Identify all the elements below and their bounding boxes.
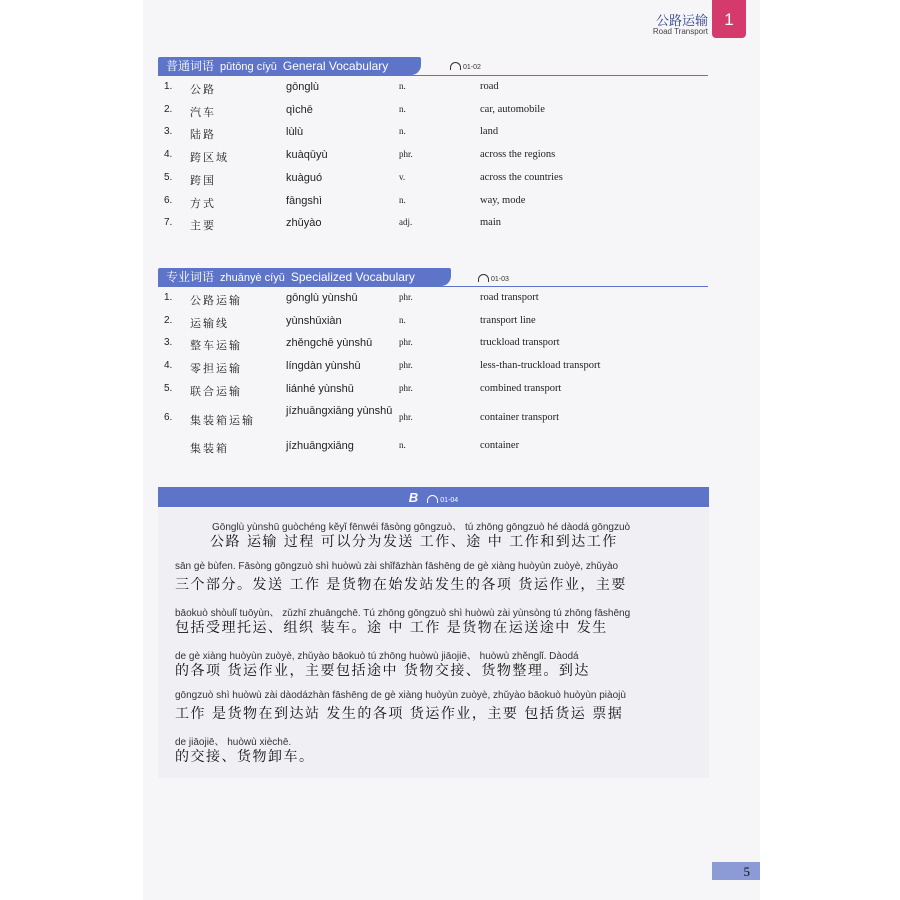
page-number: 5: [712, 862, 760, 880]
vocab-hanzi: 公路运输: [190, 294, 242, 307]
chapter-subtitle: Road Transport: [652, 27, 708, 36]
general-vocab-label-py: pǔtōng cíyǔ: [220, 61, 277, 73]
vocab-part-of-speech: n.: [399, 440, 406, 450]
vocab-english: car, automobile: [480, 104, 545, 115]
headphones-icon: [427, 495, 438, 503]
vocab-english: container: [480, 440, 520, 451]
vocab-part-of-speech: adj.: [399, 217, 413, 227]
headphones-icon: [478, 274, 489, 282]
passage-chinese-line: 的交接、货物卸车。: [175, 749, 315, 765]
passage-pinyin-line: de gè xiàng huòyùn zuòyè, zhǔyào bāokuò tú zhōng huòwù jiāojiē、 huòwù zhěnglǐ. Dàodá: [175, 651, 579, 662]
vocab-english: road: [480, 81, 499, 92]
vocab-pinyin: gōnglù yùnshū: [286, 292, 358, 304]
vocab-pinyin: jízhuāngxiāng yùnshū: [286, 405, 393, 417]
vocab-english: land: [480, 126, 499, 137]
vocab-number: 7.: [164, 217, 173, 228]
general-vocab-label: [158, 57, 421, 75]
vocab-pinyin: liánhé yùnshū: [286, 383, 354, 395]
vocab-number: 3.: [164, 126, 173, 137]
vocab-pinyin: fāngshì: [286, 195, 323, 207]
vocab-english: road transport: [480, 292, 539, 303]
vocab-number: 3.: [164, 337, 173, 348]
vocab-pinyin: zhǔyào: [286, 217, 322, 229]
vocab-english: across the countries: [480, 172, 563, 183]
vocab-part-of-speech: phr.: [399, 292, 413, 302]
vocab-number: 5.: [164, 172, 173, 183]
vocab-hanzi: 联合运输: [190, 385, 242, 398]
specialized-vocab-label-en: Specialized Vocabulary: [290, 270, 415, 284]
vocab-pinyin: qìchē: [286, 104, 313, 116]
vocab-number: 1.: [164, 81, 173, 92]
specialized-vocab-label: [158, 268, 451, 286]
vocab-number: 2.: [164, 315, 173, 326]
passage-pinyin-line: gōngzuò shì huòwù zài dàodázhàn fāshēng de gè xiàng huòyùn zuòyè, zhǔyào bāokuò huòyùn piàojù: [175, 690, 626, 701]
vocab-number: 6.: [164, 195, 173, 206]
vocab-row: [158, 172, 718, 194]
general-vocab-rule: [158, 75, 708, 76]
vocab-hanzi: 运输线: [190, 317, 229, 330]
specialized-vocab-label-cn: 专业词语: [166, 270, 215, 284]
vocab-part-of-speech: phr.: [399, 383, 413, 393]
vocab-part-of-speech: n.: [399, 104, 406, 114]
vocab-part-of-speech: v.: [399, 172, 406, 182]
vocab-hanzi: 跨国: [190, 174, 216, 187]
vocab-number: 6.: [164, 412, 173, 423]
vocab-number: 2.: [164, 104, 173, 115]
vocab-row: [158, 126, 718, 148]
vocab-english: truckload transport: [480, 337, 560, 348]
chapter-title: 公路运输: [655, 14, 708, 29]
general-vocab-audio-code: 01-02: [463, 64, 481, 71]
vocab-hanzi: 方式: [190, 197, 216, 210]
vocab-pinyin: zhěngchē yùnshū: [286, 337, 373, 349]
vocab-part-of-speech: phr.: [399, 360, 413, 370]
vocab-number: 4.: [164, 360, 173, 371]
vocab-part-of-speech: phr.: [399, 337, 413, 347]
general-vocab-audio[interactable]: [450, 62, 481, 71]
vocab-row: [158, 104, 718, 126]
vocab-row: [158, 292, 718, 314]
chapter-number: 1: [712, 0, 746, 38]
vocab-english: transport line: [480, 315, 536, 326]
passage-chinese-line: 包括受理托运、组织 装车。途 中 工作 是货物在运送途中 发生: [175, 620, 608, 636]
vocab-english: main: [480, 217, 501, 228]
passage-pinyin-line: de jiāojiē、 huòwù xièchē.: [175, 737, 292, 748]
vocab-row: [158, 383, 718, 405]
vocab-part-of-speech: phr.: [399, 149, 413, 159]
vocab-number: 4.: [164, 149, 173, 160]
vocab-pinyin: yùnshūxiàn: [286, 315, 342, 327]
specialized-vocab-rule: [158, 286, 708, 287]
passage-pinyin-line: bāokuò shòulǐ tuōyùn、 zǔzhī zhuāngchē. Tú zhōng gōngzuò shì huòwù zài yùnsòng tú zhōng fāshēng: [175, 608, 631, 619]
headphones-icon: [450, 62, 461, 70]
vocab-english: across the regions: [480, 149, 556, 160]
specialized-vocab-audio-code: 01-03: [491, 276, 509, 283]
vocab-hanzi: 集装箱运输: [190, 414, 255, 427]
vocab-part-of-speech: phr.: [399, 412, 413, 422]
passage-audio[interactable]: [427, 497, 458, 504]
vocab-english: way, mode: [480, 195, 526, 206]
general-vocab-label-en: General Vocabulary: [282, 59, 389, 73]
vocab-english: container transport: [480, 412, 560, 423]
vocab-number: 1.: [164, 292, 173, 303]
passage-audio-code: 01-04: [440, 497, 459, 504]
vocab-row: [158, 360, 718, 382]
passage-label: B: [408, 490, 419, 505]
passage-pinyin-line: Gōnglù yùnshū guòchéng kěyǐ fēnwéi fāsòng gōngzuò、 tú zhōng gōngzuò hé dàodá gōngzuò: [212, 522, 631, 533]
vocab-hanzi: 主要: [190, 219, 216, 232]
vocab-number: 5.: [164, 383, 173, 394]
vocab-pinyin: língdàn yùnshū: [286, 360, 361, 372]
vocab-pinyin: lùlù: [286, 126, 304, 138]
vocab-pinyin: jízhuāngxiāng: [286, 440, 354, 452]
vocab-hanzi: 零担运输: [190, 362, 242, 375]
vocab-hanzi: 跨区域: [190, 151, 229, 164]
vocab-row: [158, 440, 718, 462]
vocab-row: [158, 217, 718, 239]
passage-chinese-line: 的各项 货运作业，主要包括途中 货物交接、货物整理。到达: [175, 663, 590, 679]
chapter-header: [590, 8, 708, 40]
vocab-row: [158, 337, 718, 359]
vocab-hanzi: 汽车: [190, 106, 216, 119]
vocab-hanzi: 公路: [190, 83, 216, 96]
vocab-row: [158, 149, 718, 171]
vocab-pinyin: gōnglù: [286, 81, 320, 93]
vocab-english: less-than-truckload transport: [480, 360, 601, 371]
passage-pinyin-line: sān gè bùfen. Fāsòng gōngzuò shì huòwù zài shǐfāzhàn fāshēng de gè xiàng huòyùn zuòyè, zhǔyào: [175, 561, 619, 572]
vocab-part-of-speech: n.: [399, 126, 406, 136]
vocab-pinyin: kuàguó: [286, 172, 323, 184]
passage-header: [158, 487, 709, 507]
vocab-part-of-speech: n.: [399, 315, 406, 325]
vocab-row: [158, 81, 718, 103]
general-vocab-label-cn: 普通词语: [166, 59, 215, 73]
specialized-vocab-audio[interactable]: [478, 274, 509, 283]
vocab-english: combined transport: [480, 383, 562, 394]
specialized-vocab-label-py: zhuānyè cíyǔ: [220, 272, 285, 284]
vocab-row: [158, 405, 718, 427]
vocab-hanzi: 陆路: [190, 128, 216, 141]
vocab-part-of-speech: n.: [399, 81, 406, 91]
vocab-part-of-speech: n.: [399, 195, 406, 205]
vocab-hanzi: 整车运输: [190, 339, 242, 352]
vocab-hanzi: 集装箱: [190, 442, 229, 455]
vocab-row: [158, 195, 718, 217]
passage-chinese-line: 公路 运输 过程 可以分为发送 工作、途 中 工作和到达工作: [210, 534, 618, 550]
vocab-row: [158, 315, 718, 337]
passage-chinese-line: 工作 是货物在到达站 发生的各项 货运作业，主要 包括货运 票据: [175, 706, 624, 722]
vocab-pinyin: kuàqūyù: [286, 149, 328, 161]
passage-chinese-line: 三个部分。发送 工作 是货物在始发站发生的各项 货运作业，主要: [175, 577, 627, 593]
